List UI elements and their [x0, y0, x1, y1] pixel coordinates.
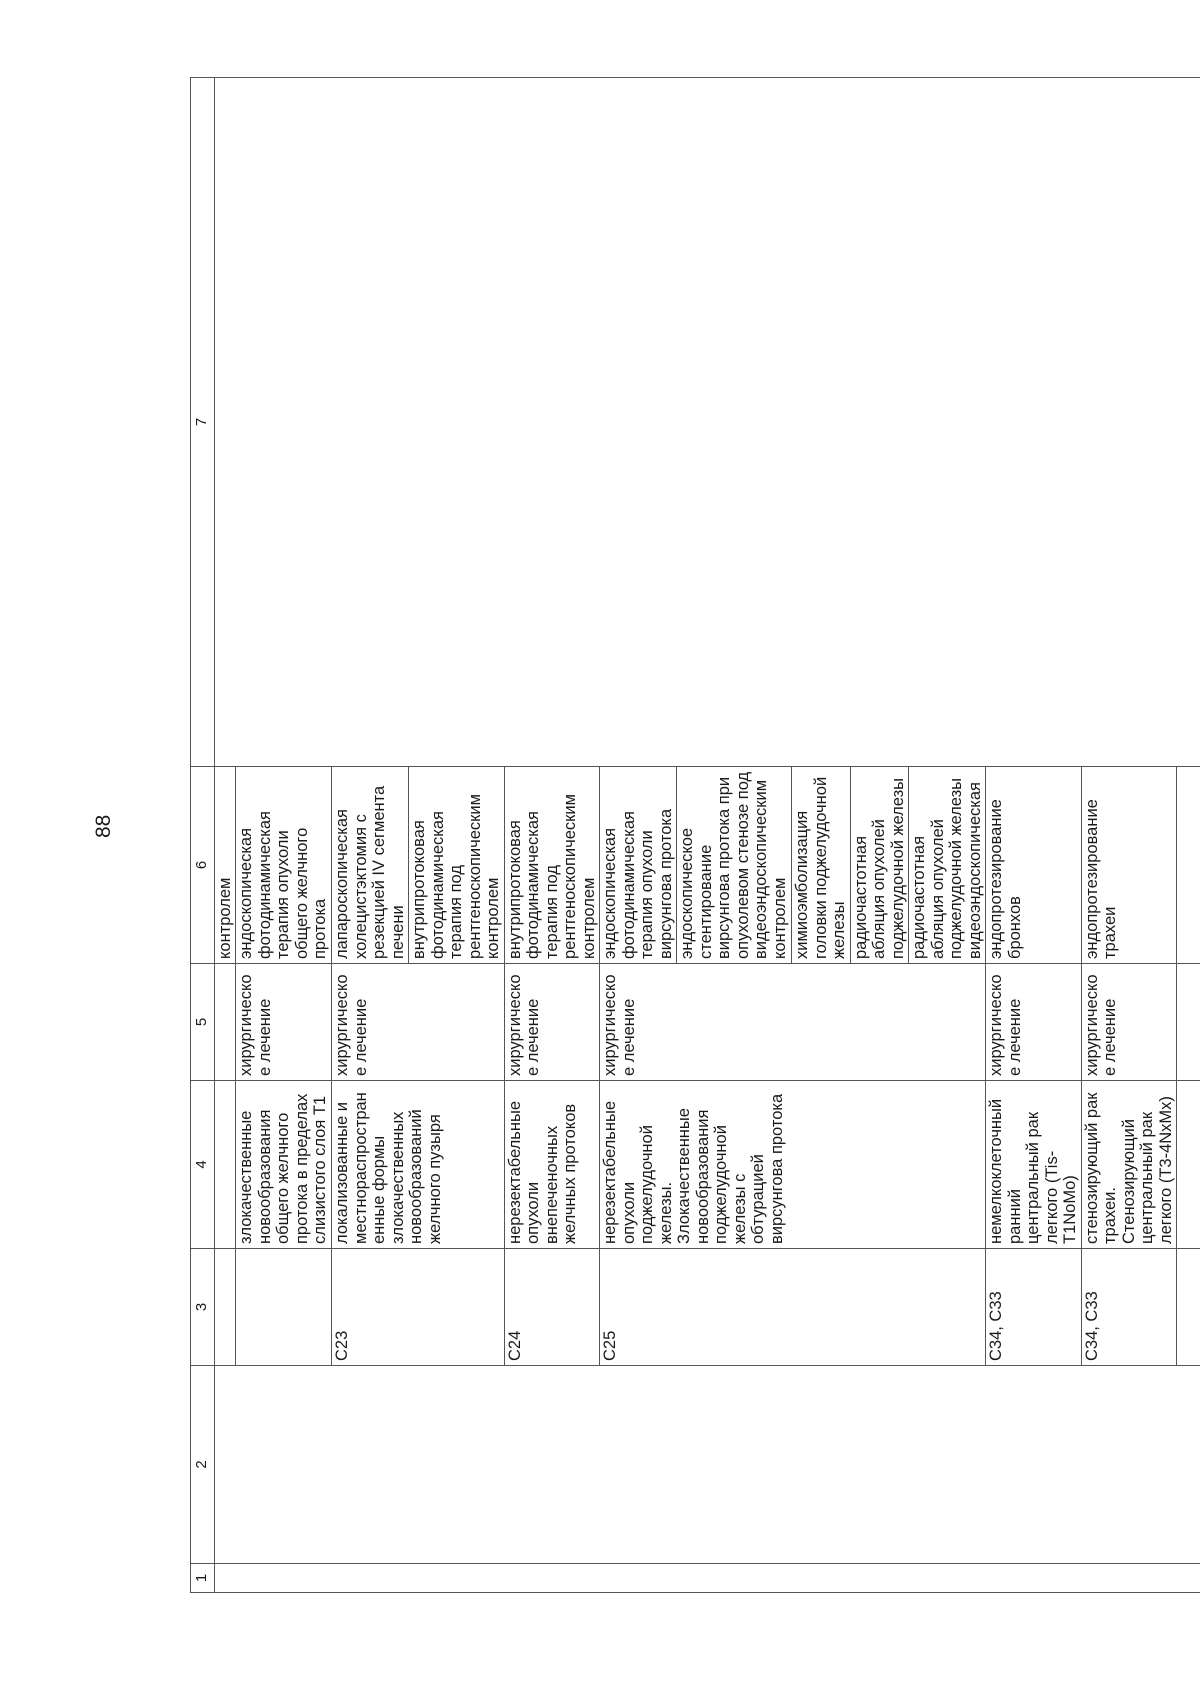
rotated-table-wrapper	[190, 78, 1175, 1593]
treatment-cell: хирургическое лечение	[332, 964, 505, 1081]
method-cell: эндоскопическое стентирование вирсунгова протока при опухолевом стенозе под видеоэндоскопическим контролем	[677, 767, 792, 964]
diagnosis-cell	[214, 1081, 236, 1249]
method-cell: внутрипротоковая фотодинамическая терапия под рентгеноскопическим контролем	[504, 767, 600, 964]
col7-cell	[214, 78, 1200, 767]
treatment-cell: хирургическое лечение	[504, 964, 600, 1081]
treatment-cell: хирургическое лечение	[600, 964, 986, 1081]
col-header-5: 5	[191, 964, 215, 1081]
method-cell: эндопротезирование трахеи	[1081, 767, 1177, 964]
code-cell: C23	[332, 1249, 505, 1366]
diagnosis-cell: нерезектабельные опухоли поджелудочной железы. Злокачественные новообразования поджелудочной железы с обтурацией вирсунгова протока	[600, 1081, 986, 1249]
col-header-6: 6	[191, 767, 215, 964]
empty-cell	[1177, 767, 1200, 964]
code-cell: C25	[600, 1249, 986, 1366]
col-header-1: 1	[191, 1564, 215, 1593]
code-cell: C24	[504, 1249, 600, 1366]
treatment-cell	[214, 964, 236, 1081]
code-cell: C34, C33	[986, 1249, 1082, 1366]
diagnosis-cell: локализованные и местнораспространенные формы злокачественных новообразований желчного пузыря	[332, 1081, 505, 1249]
empty-cell	[1177, 964, 1200, 1081]
diagnosis-cell: стенозирующий рак трахеи. Стенозирующий центральный рак легкого (T3-4NxMx)	[1081, 1081, 1177, 1249]
code-cell: C34, C33	[1081, 1249, 1177, 1366]
table-row	[214, 78, 236, 1593]
code-cell	[214, 1249, 236, 1366]
method-cell: эндопротезирование бронхов	[986, 767, 1082, 964]
treatment-cell: хирургическое лечение	[1081, 964, 1177, 1081]
empty-cell	[1177, 1081, 1200, 1249]
diagnosis-cell: нерезектабельные опухоли внепеченочных желчных протоков	[504, 1081, 600, 1249]
method-cell: химиоэмболизация головки поджелудочной железы	[792, 767, 851, 964]
code-cell	[236, 1249, 332, 1366]
method-cell: контролем	[214, 767, 236, 964]
col1-cell	[214, 1564, 1200, 1593]
col-header-4: 4	[191, 1081, 215, 1249]
empty-cell	[1177, 1249, 1200, 1366]
method-cell: внутрипротоковая фотодинамическая терапия под рентгеноскопическим контролем	[409, 767, 505, 964]
col-header-7: 7	[191, 78, 215, 767]
method-cell: радиочастотная абляция опухолей поджелудочной железы видеоэндоскопическая	[909, 767, 986, 964]
col-header-2: 2	[191, 1366, 215, 1564]
procedures-table	[190, 77, 1200, 1593]
method-cell: лапароскопическая холецистэктомия с резекцией IV сегмента печени	[332, 767, 409, 964]
diagnosis-cell: немелкоклеточный ранний центральный рак легкого (Tis-T1NoMo)	[986, 1081, 1082, 1249]
method-cell: эндоскопическая фотодинамическая терапия опухоли общего желчного протока	[236, 767, 332, 964]
method-cell: радиочастотная абляция опухолей поджелудочной железы	[850, 767, 909, 964]
header-row	[191, 78, 215, 1593]
treatment-cell: хирургическое лечение	[236, 964, 332, 1081]
diagnosis-cell: злокачественные новообразования общего желчного протока в пределах слизистого слоя Т1	[236, 1081, 332, 1249]
treatment-cell: хирургическое лечение	[986, 964, 1082, 1081]
col2-cell	[214, 1366, 1200, 1564]
page-number: 88	[92, 814, 115, 838]
col-header-3: 3	[191, 1249, 215, 1366]
method-cell: эндоскопическая фотодинамическая терапия опухоли вирсунгова протока	[600, 767, 677, 964]
